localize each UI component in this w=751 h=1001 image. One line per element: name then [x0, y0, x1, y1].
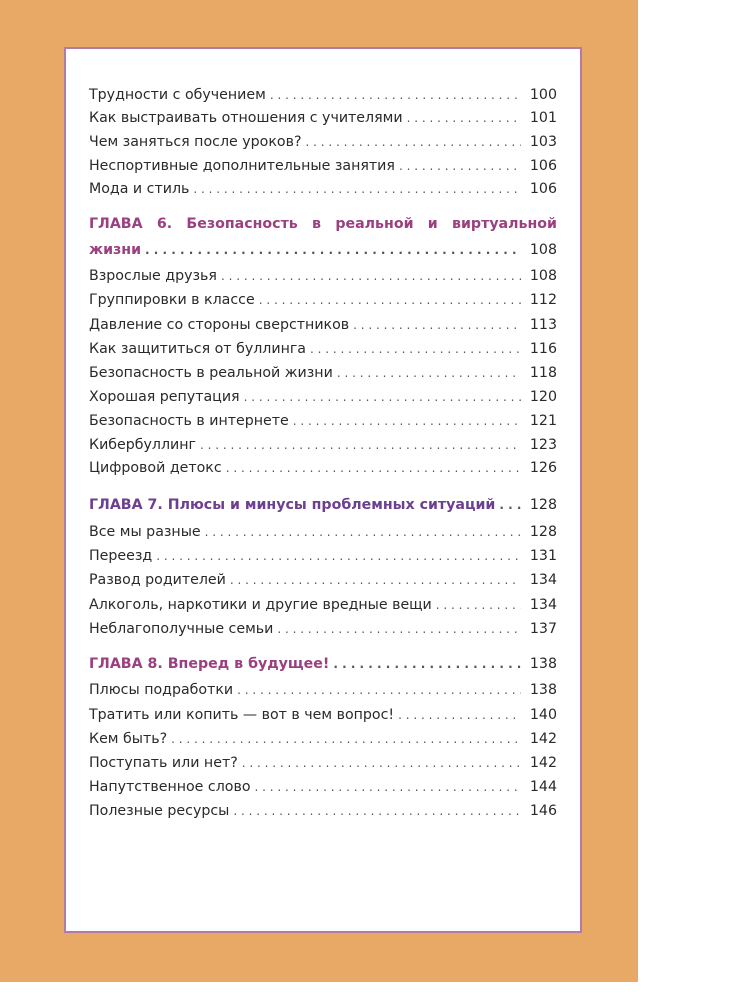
entry-title: Поступать или нет?: [89, 755, 238, 771]
entry-page-number: 138: [529, 682, 557, 698]
dot-leader: [242, 752, 521, 774]
chapter-title: ГЛАВА 8. Вперед в будущее!: [89, 656, 330, 672]
dot-leader: [145, 239, 521, 261]
entry-title: Безопасность в интернете: [89, 413, 289, 429]
entry-title: Безопасность в реальной жизни: [89, 365, 333, 381]
entry-page-number: 126: [529, 460, 557, 476]
toc-entry[interactable]: [89, 84, 557, 106]
entry-page-number: 106: [529, 181, 557, 197]
dot-leader: [337, 362, 521, 384]
toc-entry[interactable]: [89, 704, 557, 726]
toc-entry[interactable]: [89, 338, 557, 360]
entry-title: Чем заняться после уроков?: [89, 134, 302, 150]
chapter-title: жизни: [89, 242, 142, 258]
dot-leader: [156, 545, 521, 567]
toc-entry[interactable]: [89, 594, 557, 616]
dot-leader: [226, 457, 521, 479]
dot-leader: [200, 434, 521, 456]
dot-leader: [398, 704, 521, 726]
dot-leader: [305, 131, 521, 153]
toc-entry[interactable]: [89, 410, 557, 432]
chapter7-heading[interactable]: [89, 494, 557, 516]
chapter6-heading-line1[interactable]: ГЛАВА 6. Безопасность в реальной и виртуальной: [89, 216, 557, 232]
toc-entry[interactable]: [89, 265, 557, 287]
toc-entry[interactable]: [89, 545, 557, 567]
entry-page-number: 112: [529, 292, 557, 308]
entry-page-number: 116: [529, 341, 557, 357]
toc-entry[interactable]: [89, 752, 557, 774]
entry-page-number: 118: [529, 365, 557, 381]
dot-leader: [255, 776, 521, 798]
toc-entry[interactable]: [89, 362, 557, 384]
dot-leader: [193, 178, 521, 200]
toc-entry[interactable]: [89, 800, 557, 822]
toc-entry[interactable]: [89, 679, 557, 701]
entry-page-number: 121: [529, 413, 557, 429]
entry-page-number: 146: [529, 803, 557, 819]
toc-entry[interactable]: [89, 457, 557, 479]
entry-title: Мода и стиль: [89, 181, 190, 197]
toc-entry[interactable]: [89, 569, 557, 591]
chapter6-heading[interactable]: [89, 239, 557, 261]
dot-leader: [353, 314, 521, 336]
entry-page-number: 134: [529, 572, 557, 588]
toc-entry[interactable]: [89, 155, 557, 177]
entry-page-number: 144: [529, 779, 557, 795]
entry-title: Как выстраивать отношения с учителями: [89, 110, 403, 126]
dot-leader: [205, 521, 521, 543]
entry-page-number: 142: [529, 731, 557, 747]
entry-title: Развод родителей: [89, 572, 226, 588]
entry-title: Хорошая репутация: [89, 389, 240, 405]
chapter-page-number: 128: [529, 497, 557, 513]
entry-title: Группировки в классе: [89, 292, 255, 308]
entry-page-number: 108: [529, 268, 557, 284]
entry-title: Алкоголь, наркотики и другие вредные вещи: [89, 597, 432, 613]
entry-title: Кибербуллинг: [89, 437, 197, 453]
toc-entry[interactable]: [89, 776, 557, 798]
entry-title: Как защититься от буллинга: [89, 341, 307, 357]
entry-page-number: 103: [529, 134, 557, 150]
entry-title: Все мы разные: [89, 524, 201, 540]
toc-entry[interactable]: [89, 178, 557, 200]
toc-entry[interactable]: [89, 728, 557, 750]
dot-leader: [310, 338, 521, 360]
toc-entry[interactable]: [89, 289, 557, 311]
toc-entry[interactable]: [89, 386, 557, 408]
chapter-page-number: 108: [529, 242, 557, 258]
entry-page-number: 128: [529, 524, 557, 540]
entry-title: Давление со стороны сверстников: [89, 317, 350, 333]
entry-title: Переезд: [89, 548, 153, 564]
dot-leader: [436, 594, 521, 616]
dot-leader: [230, 569, 521, 591]
entry-page-number: 100: [529, 87, 557, 103]
entry-page-number: 101: [529, 110, 557, 126]
entry-page-number: 113: [529, 317, 557, 333]
entry-title: Неблагополучные семьи: [89, 621, 274, 637]
entry-title: Напутственное слово: [89, 779, 251, 795]
chapter8-heading[interactable]: [89, 653, 557, 675]
dot-leader: [399, 155, 521, 177]
dot-leader: [293, 410, 521, 432]
chapter-title: ГЛАВА 7. Плюсы и минусы проблемных ситуаций: [89, 497, 496, 513]
entry-page-number: 120: [529, 389, 557, 405]
chapter-page-number: 138: [529, 656, 557, 672]
entry-title: Кем быть?: [89, 731, 168, 747]
entry-page-number: 131: [529, 548, 557, 564]
entry-title: Цифровой детокс: [89, 460, 222, 476]
dot-leader: [259, 289, 521, 311]
entry-page-number: 106: [529, 158, 557, 174]
entry-title: Плюсы подработки: [89, 682, 234, 698]
dot-leader: [333, 653, 521, 675]
dot-leader: [244, 386, 521, 408]
dot-leader: [237, 679, 521, 701]
toc-entry[interactable]: [89, 434, 557, 456]
entry-title: Неспортивные дополнительные занятия: [89, 158, 395, 174]
dot-leader: [221, 265, 521, 287]
entry-title: Взрослые друзья: [89, 268, 217, 284]
toc-entry[interactable]: [89, 314, 557, 336]
dot-leader: [270, 84, 521, 106]
dot-leader: [171, 728, 521, 750]
entry-page-number: 123: [529, 437, 557, 453]
dot-leader: [499, 494, 521, 516]
entry-title: Трудности с обучением: [89, 87, 266, 103]
entry-page-number: 140: [529, 707, 557, 723]
toc-entry[interactable]: [89, 131, 557, 153]
entry-page-number: 134: [529, 597, 557, 613]
dot-leader: [233, 800, 521, 822]
dot-leader: [407, 107, 521, 129]
entry-page-number: 142: [529, 755, 557, 771]
toc-page: [64, 47, 582, 933]
entry-page-number: 137: [529, 621, 557, 637]
toc-entry[interactable]: [89, 618, 557, 640]
dot-leader: [277, 618, 521, 640]
entry-title: Полезные ресурсы: [89, 803, 230, 819]
toc-entry[interactable]: [89, 107, 557, 129]
toc-entry[interactable]: [89, 521, 557, 543]
entry-title: Тратить или копить — вот в чем вопрос!: [89, 707, 395, 723]
